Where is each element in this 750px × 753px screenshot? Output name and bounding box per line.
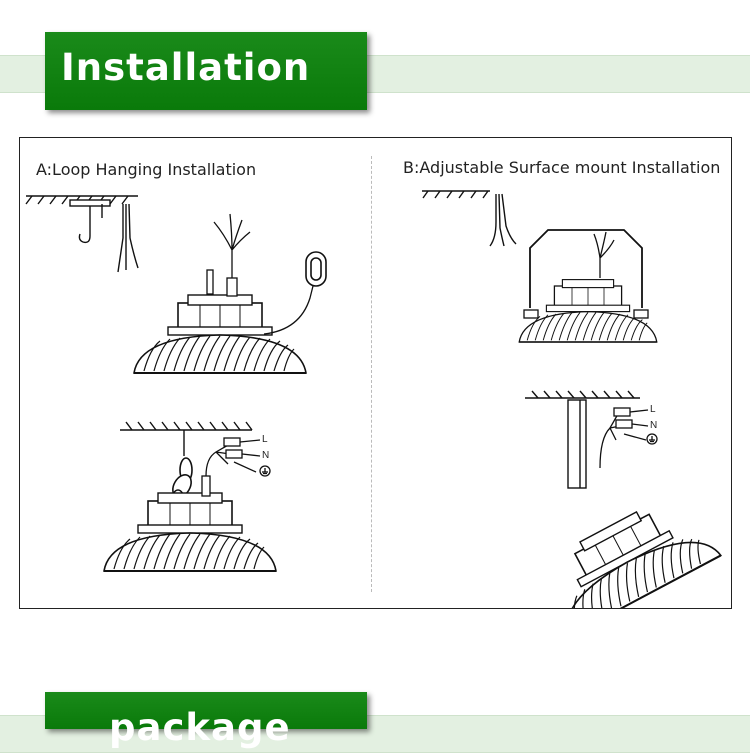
section-title-installation: Installation [61, 46, 311, 89]
lamp-b-bottom [532, 487, 720, 608]
lamp-a-bottom [104, 493, 276, 571]
installation-diagram [19, 137, 732, 609]
section-header-package [45, 692, 367, 749]
panel-a-title: A:Loop Hanging Installation [36, 160, 257, 179]
ceiling-hook-icon [26, 196, 138, 272]
section-title-package: package [109, 706, 291, 749]
wiring-b [600, 408, 657, 468]
installation-illustration [20, 138, 731, 608]
wiring-a [202, 438, 270, 496]
carabiner-icon [306, 252, 326, 286]
panel-b-title: B:Adjustable Surface mount Installation [403, 158, 721, 177]
ceiling-b-bottom-icon [525, 391, 640, 488]
ceiling-b-top-icon [422, 191, 516, 246]
wire-label-n-b: N [650, 420, 658, 431]
lamp-a-top [134, 295, 306, 373]
wire-label-n-a: N [262, 450, 270, 461]
section-header-installation [45, 32, 367, 110]
wire-label-l-b: L [650, 404, 656, 415]
wire-label-l-a: L [262, 434, 268, 445]
